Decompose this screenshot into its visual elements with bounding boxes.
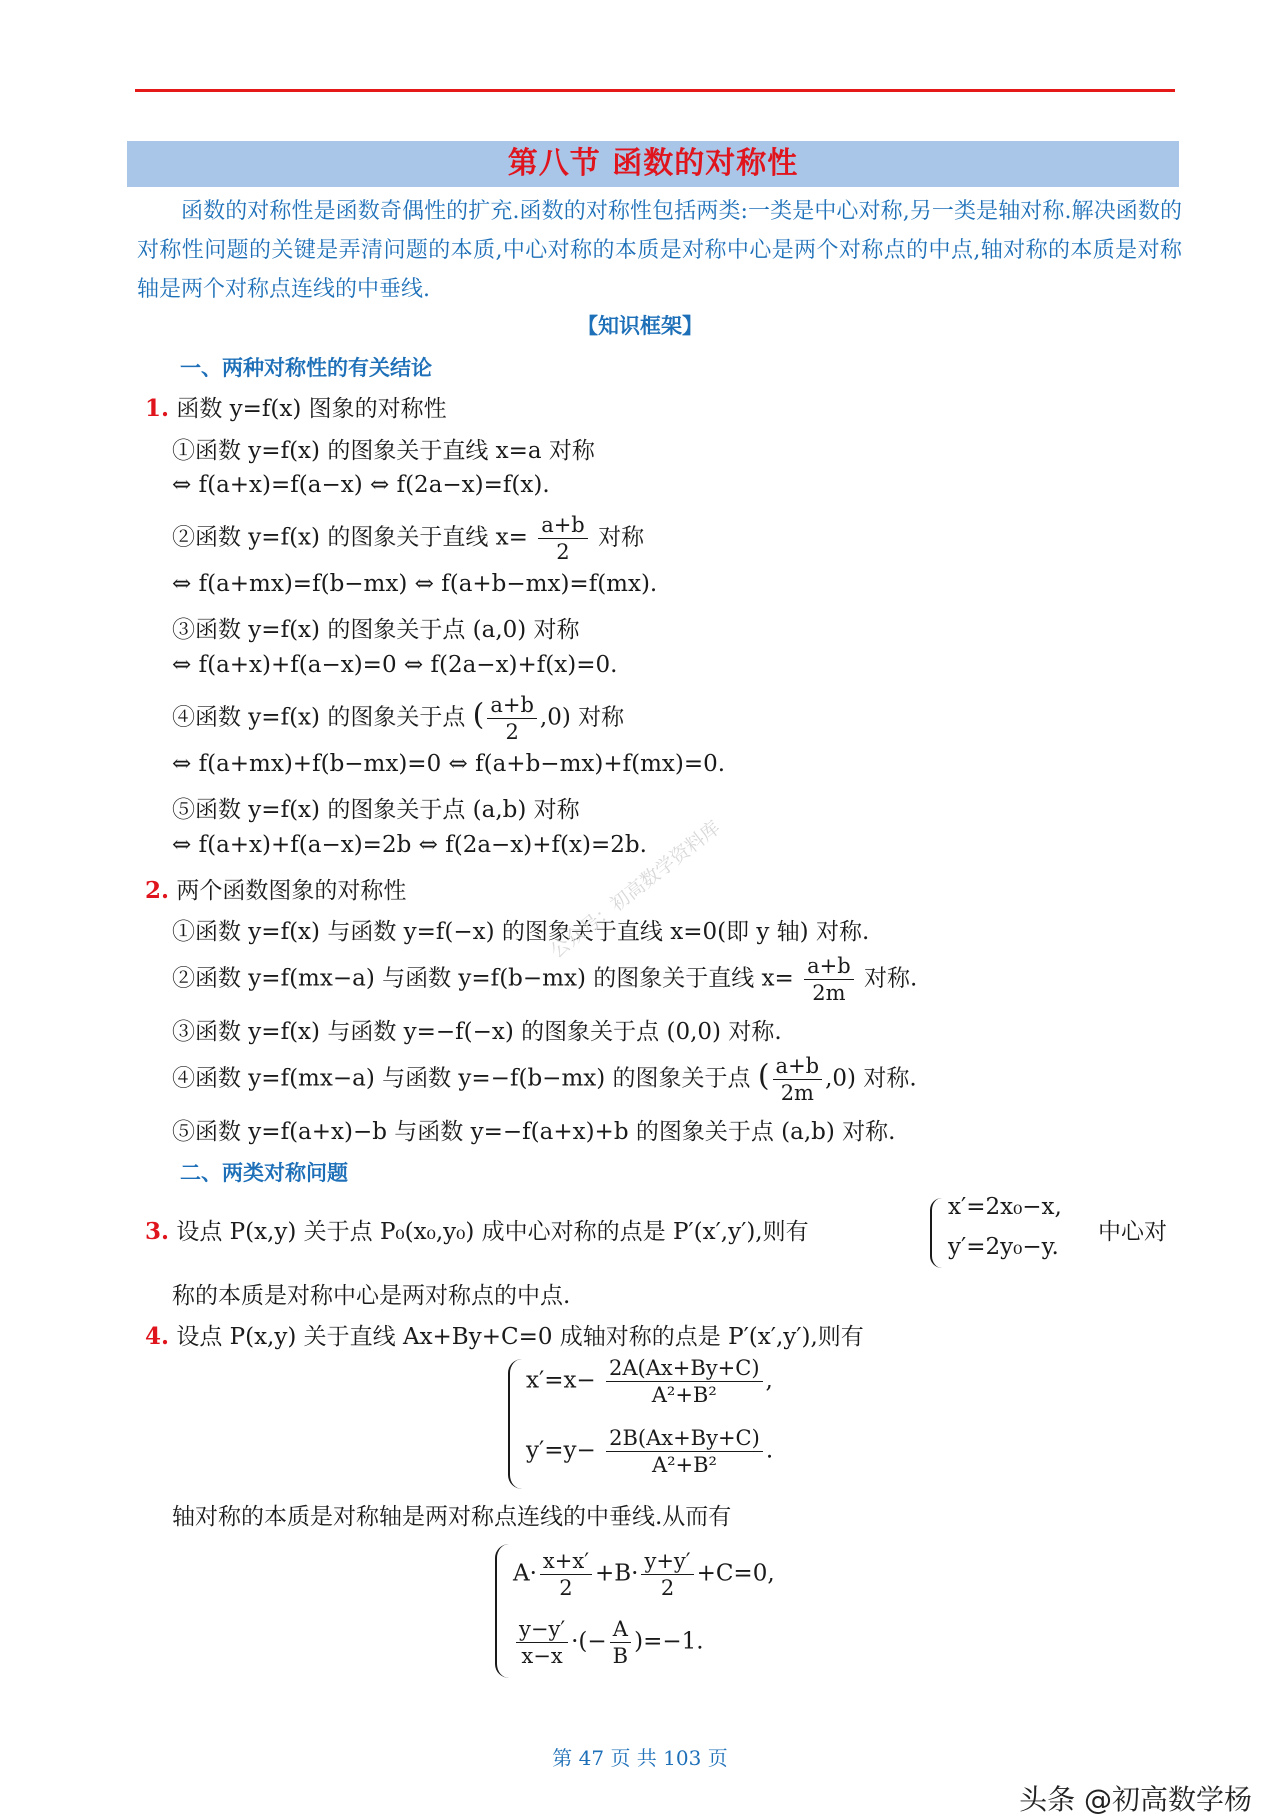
item1-line7-fraction (487, 692, 537, 745)
item2-line2 (172, 953, 917, 1006)
fraction-denominator: A²+B² (606, 1381, 762, 1408)
eq-part: +B· (594, 1560, 639, 1587)
fraction-denominator: 2 (540, 1574, 592, 1601)
item1-title-line (145, 390, 447, 423)
item2-line2-text: ②函数 y=f(mx−a) 与函数 y=f(b−mx) 的图象关于直线 x= (172, 965, 794, 992)
brand-watermark: 头条 @初高数学杨 (1019, 1783, 1252, 1816)
item1-line9: ⑤函数 y=f(x) 的图象关于点 (a,b) 对称 (172, 797, 580, 823)
eq-fraction (540, 1548, 592, 1601)
fraction-numerator: a+b (490, 693, 534, 717)
eq-fraction (516, 1616, 568, 1669)
item2-line4-fraction (773, 1053, 823, 1106)
fraction-numerator: x+x′ (542, 1549, 589, 1573)
item1-line1: ①函数 y=f(x) 的图象关于直线 x=a 对称 (172, 438, 595, 464)
item1-line7-text: ④函数 y=f(x) 的图象关于点 (172, 704, 466, 731)
eq-part: )=−1. (634, 1628, 704, 1655)
item1-line10: ⇔ f(a+x)+f(a−x)=2b ⇔ f(2a−x)+f(x)=2b. (172, 832, 647, 858)
item2-number: 2. (145, 877, 170, 904)
item1-line3-text: ②函数 y=f(x) 的图象关于直线 x= (172, 524, 528, 551)
fraction-denominator: 2m (804, 979, 854, 1006)
item2-line4-tail: ,0) 对称. (825, 1065, 917, 1092)
item1-line3-fraction (538, 512, 588, 565)
item4-system (508, 1355, 848, 1493)
item1-line6: ⇔ f(a+x)+f(a−x)=0 ⇔ f(2a−x)+f(x)=0. (172, 652, 618, 678)
fraction-denominator: A²+B² (606, 1451, 763, 1478)
intro-paragraph (137, 192, 1182, 309)
fraction-numerator: y−y′ (519, 1617, 566, 1641)
watermark: 公众号：初高数学资料库 (546, 816, 725, 963)
item4-sys2-eq2 (513, 1616, 704, 1669)
item1-line8: ⇔ f(a+mx)+f(b−mx)=0 ⇔ f(a+b−mx)+f(mx)=0. (172, 751, 726, 777)
eq-part: +C=0, (696, 1560, 775, 1587)
fraction-denominator: 2 (487, 718, 537, 745)
brace-symbol (930, 1198, 942, 1268)
eq2-fraction (606, 1425, 763, 1478)
section-title: 第八节 函数的对称性 (507, 146, 799, 181)
left-paren-symbol: ( (472, 697, 485, 733)
item2-title-line (145, 872, 406, 905)
fraction-numerator: 2A(Ax+By+C) (609, 1356, 760, 1380)
item4-system2 (495, 1540, 895, 1682)
brace-symbol (508, 1359, 522, 1489)
item3-tail: 中心对 (1098, 1219, 1167, 1245)
item3-line (145, 1213, 809, 1246)
item4-text2: 轴对称的本质是对称轴是两对称点连线的中垂线.从而有 (172, 1504, 732, 1530)
item4-line (145, 1318, 864, 1351)
brace-symbol (495, 1544, 509, 1678)
item2-line2-tail: 对称. (863, 965, 918, 992)
eq1-fraction (606, 1355, 762, 1408)
item1-line3 (172, 512, 644, 565)
item1-title: 函数 y=f(x) 图象的对称性 (176, 396, 447, 422)
eq1-lhs: x′=x− (526, 1367, 596, 1394)
fraction-denominator: B (610, 1642, 631, 1669)
fraction-numerator: A (612, 1617, 628, 1641)
knowledge-framework-heading: 【知识框架】 (577, 313, 703, 338)
item4-text: 设点 P(x,y) 关于直线 Ax+By+C=0 成轴对称的点是 P′(x′,y′),则有 (176, 1324, 864, 1350)
fraction-numerator: a+b (541, 513, 585, 537)
part2-heading: 二、两类对称问题 (180, 1160, 348, 1185)
fraction-denominator: x−x (516, 1642, 568, 1669)
item1-line5: ③函数 y=f(x) 的图象关于点 (a,0) 对称 (172, 617, 580, 643)
fraction-numerator: y+y′ (644, 1549, 691, 1573)
eq-part: ·(− (571, 1628, 607, 1655)
part1-heading: 一、两种对称性的有关结论 (180, 355, 432, 380)
fraction-denominator: 2 (538, 538, 588, 565)
item2-title: 两个函数图象的对称性 (176, 878, 407, 904)
item1-line3-tail: 对称 (598, 524, 645, 551)
eq-fraction (610, 1616, 631, 1669)
item3-text: 设点 P(x,y) 关于点 P₀(x₀,y₀) 成中心对称的点是 P′(x′,y′),则有 (176, 1219, 809, 1245)
item2-line5: ⑤函数 y=f(a+x)−b 与函数 y=−f(a+x)+b 的图象关于点 (a,b) 对称. (172, 1119, 896, 1145)
eq1-end: , (765, 1367, 773, 1394)
item1-number: 1. (145, 395, 170, 422)
fraction-numerator: 2B(Ax+By+C) (609, 1426, 760, 1450)
eq2-lhs: y′=y− (526, 1437, 596, 1464)
left-paren-symbol: ( (757, 1058, 770, 1094)
fraction-denominator: 2 (641, 1574, 693, 1601)
item2-line4-text: ④函数 y=f(mx−a) 与函数 y=−f(b−mx) 的图象关于点 (172, 1065, 751, 1092)
item2-line1: ①函数 y=f(x) 与函数 y=f(−x) 的图象关于直线 x=0(即 y 轴) 对称. (172, 919, 870, 945)
item1-line7 (172, 692, 624, 745)
item1-line4: ⇔ f(a+mx)=f(b−mx) ⇔ f(a+b−mx)=f(mx). (172, 571, 658, 597)
fraction-numerator: a+b (775, 1054, 820, 1078)
fraction-numerator: a+b (807, 954, 851, 978)
item4-number: 4. (145, 1323, 170, 1350)
item3-eq1: x′=2x₀−x, (948, 1194, 1062, 1220)
section-title-bar (127, 141, 1179, 187)
item4-eq1 (526, 1355, 773, 1408)
item3-continuation: 称的本质是对称中心是两对称点的中点. (172, 1283, 571, 1309)
item4-sys2-eq1 (513, 1548, 775, 1601)
eq-fraction (641, 1548, 693, 1601)
eq-part: A· (513, 1560, 537, 1587)
top-red-rule (135, 89, 1175, 92)
eq2-end: . (765, 1437, 774, 1464)
item4-eq2 (526, 1425, 773, 1478)
item3-number: 3. (145, 1218, 170, 1245)
fraction-denominator: 2m (773, 1079, 823, 1106)
item3-system (930, 1194, 1080, 1272)
item3-eq2: y′=2y₀−y. (948, 1234, 1059, 1260)
item2-line3: ③函数 y=f(x) 与函数 y=−f(−x) 的图象关于点 (0,0) 对称. (172, 1019, 782, 1045)
item2-line4 (172, 1053, 917, 1106)
intro-text: 函数的对称性是函数奇偶性的扩充.函数的对称性包括两类:一类是中心对称,另一类是轴对称.解决函数的对称性问题的关键是弄清问题的本质,中心对称的本质是对称中心是两个对称点的中点,轴对称的本质是对称轴是两个对称点连线的中垂线. (137, 199, 1182, 302)
item1-line2: ⇔ f(a+x)=f(a−x) ⇔ f(2a−x)=f(x). (172, 472, 550, 498)
page-footer: 第 47 页 共 103 页 (552, 1746, 728, 1770)
item1-line7-tail: ,0) 对称 (539, 704, 625, 731)
item2-line2-fraction (804, 953, 854, 1006)
